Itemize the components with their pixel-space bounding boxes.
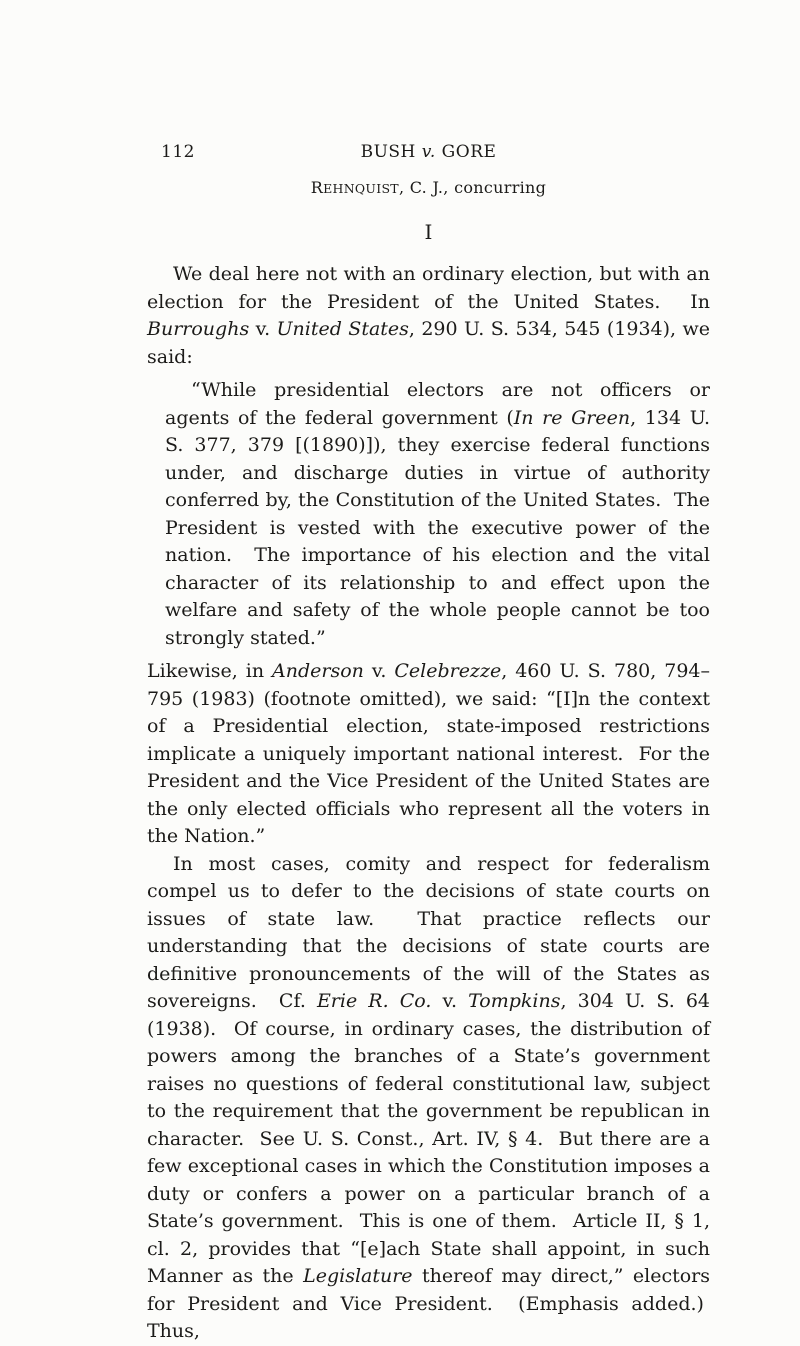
italic-text-run: Burroughs (147, 318, 250, 340)
block-quote (165, 377, 710, 652)
running-head-title (361, 142, 497, 162)
case-headnote (147, 178, 710, 198)
paragraph (147, 851, 710, 1346)
opinion-body (147, 261, 710, 1346)
italic-text-run: Celebrezze (394, 660, 502, 682)
italic-text-run: In re Green (513, 406, 631, 429)
italic-text-run: Legislature (303, 1265, 413, 1287)
paragraph (147, 261, 710, 371)
text-run: BUSH (360, 142, 422, 162)
text-run: v. (363, 660, 395, 682)
italic-text-run: Tompkins (468, 990, 561, 1012)
page-content (147, 142, 710, 1346)
text-run: “While presidential electors are not officers or agents of the federal government ( (165, 379, 710, 429)
text-run: , C. J., concurring (398, 178, 547, 197)
text-run: Likewise, in (147, 660, 273, 682)
running-head-row (147, 142, 710, 162)
text-run: , 134 U. S. 377, 379 [(1890)]), they exercise federal functions under, and discharge duties in virtue of authority conferred by, the Constitution of the United States. The President is vested with the executive power of the nation. The importance of his election and the vital character of its relationship to and effect upon the welfare and safety of the whole people cannot be too strongly stated.” (165, 406, 710, 649)
italic-text-run: v. (421, 142, 436, 162)
text-run: thereof may direct,” electors for President and Vice President. (Emphasis added.) Thus, (147, 1265, 711, 1342)
italic-text-run: Erie R. Co. (316, 990, 432, 1012)
text-run: , 304 U. S. 64 (1938). Of course, in ordinary cases, the distribution of powers among the branches of a State’s government raises no questions of federal constitutional law, subject to the requirement that the government be republican in character. See U. S. Const., Art. IV, § 4. But there are a few exceptional cases in which the Constitution imposes a duty or confers a power on a particular branch of a State’s government. This is one of them. Article II, § 1, cl. 2, provides that “[e]ach State shall appoint, in such Manner as the (147, 990, 710, 1287)
italic-text-run: Anderson (272, 660, 364, 682)
text-run: GORE (435, 142, 497, 162)
text-run: , 460 U. S. 780, 794–795 (1983) (footnote omitted), we said: “[I]n the context of a Presidential election, state-imposed restrictions implicate a uniquely important national interest. For the President and the Vice President of the United States are the only elected officials who represent all the voters in the Nation.” (147, 660, 711, 847)
small-caps-run: EHNQUIST (323, 181, 399, 196)
text-run: We deal here not with an ordinary election, but with an election for the President of the United States. In (147, 263, 710, 313)
section-heading: I (424, 220, 433, 244)
text-run: , 290 U. S. 534, 545 (1934), we said: (147, 318, 710, 368)
text-run: In most cases, comity and respect for federalism compel us to defer to the decisions of state courts on issues of state law. That practice reflects our understanding that the decisions of state courts are definitive pronouncements of the will of the States as sovereigns. Cf. (147, 852, 710, 1012)
page-number: 112 (161, 142, 195, 162)
text-run: v. (249, 318, 277, 340)
italic-text-run: United States (276, 318, 409, 340)
paragraph (147, 658, 710, 851)
text-run: v. (431, 990, 469, 1012)
text-run: R (310, 178, 324, 197)
